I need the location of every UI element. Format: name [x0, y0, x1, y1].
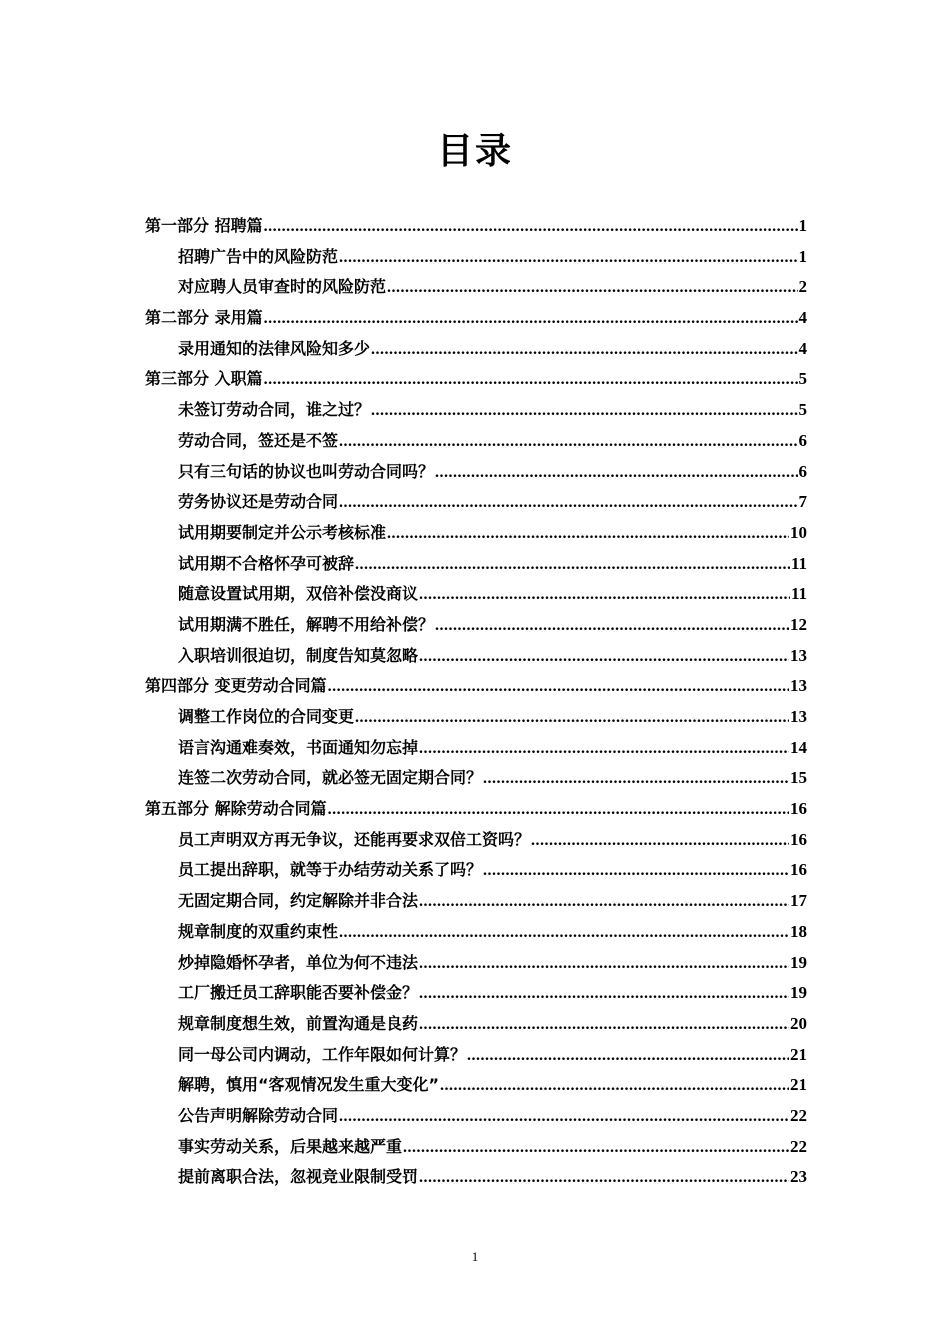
toc-subsection-entry[interactable] [145, 950, 807, 981]
toc-dot-leader [435, 617, 789, 635]
toc-entry-label: 解聘，慎用“客观情况发生重大变化” [178, 1075, 440, 1095]
toc-subsection-entry[interactable] [145, 581, 807, 612]
toc-subsection-entry[interactable] [145, 643, 807, 674]
toc-entry-page: 5 [798, 369, 807, 389]
toc-entry-page: 4 [798, 338, 807, 358]
toc-dot-leader [419, 740, 789, 758]
toc-entry-label: 语言沟通难奏效，书面通知勿忘掉 [178, 737, 419, 757]
toc-subsection-entry[interactable] [145, 1164, 807, 1195]
toc-subsection-entry[interactable] [145, 397, 807, 428]
page-number: 1 [471, 1249, 479, 1264]
toc-entry-page: 19 [790, 952, 807, 972]
toc-entry-page: 15 [790, 768, 807, 788]
toc-subsection-entry[interactable] [145, 919, 807, 950]
toc-subsection-entry[interactable] [145, 857, 807, 888]
toc-entry-label: 提前离职合法，忽视竞业限制受罚 [178, 1167, 419, 1187]
toc-entry-page: 1 [798, 216, 807, 235]
toc-dot-leader [355, 709, 789, 727]
toc-entry-label: 无固定期合同，约定解除并非合法 [178, 891, 419, 911]
toc-entry-label: 调整工作岗位的合同变更 [178, 707, 355, 726]
toc-dot-leader [435, 464, 797, 482]
toc-entry-label: 第五部分 解除劳动合同篇 [145, 799, 327, 819]
toc-dot-leader [328, 678, 789, 696]
toc-dot-leader [339, 1108, 789, 1126]
toc-section-entry[interactable] [145, 305, 807, 336]
toc-entry-label: 员工提出辞职，就等于办结劳动关系了吗？ [178, 860, 483, 880]
toc-entry-page: 16 [790, 799, 807, 819]
toc-section-entry[interactable] [145, 366, 807, 397]
toc-dot-leader [419, 985, 789, 1003]
toc-entry-label: 录用通知的法律风险知多少 [178, 338, 371, 358]
toc-entry-label: 试用期要制定并公示考核标准 [178, 522, 387, 542]
toc-entry-page: 4 [798, 308, 807, 328]
toc-entry-label: 试用期不合格怀孕可被辞 [178, 553, 355, 573]
toc-entry-label: 规章制度的双重约束性 [178, 921, 339, 941]
toc-dot-leader [371, 341, 797, 359]
toc-subsection-entry[interactable] [145, 1103, 807, 1134]
toc-entry-page: 20 [790, 1013, 807, 1033]
toc-dot-leader [419, 648, 789, 666]
toc-subsection-entry[interactable] [145, 1011, 807, 1042]
toc-entry-label: 随意设置试用期，双倍补偿没商议 [178, 584, 419, 604]
toc-entry-page: 5 [798, 400, 807, 420]
toc-dot-leader [419, 586, 790, 604]
toc-subsection-entry[interactable] [145, 551, 807, 582]
toc-entry-page: 16 [790, 829, 807, 849]
toc-dot-leader [419, 955, 789, 973]
toc-subsection-entry[interactable] [145, 336, 807, 367]
toc-subsection-entry[interactable] [145, 888, 807, 919]
toc-dot-leader [387, 279, 797, 297]
toc-entry-page: 23 [790, 1167, 807, 1187]
toc-dot-leader [355, 556, 790, 574]
toc-subsection-entry[interactable] [145, 459, 807, 490]
toc-entry-label: 炒掉隐婚怀孕者，单位为何不违法 [178, 952, 419, 972]
toc-entry-label: 第四部分 变更劳动合同篇 [145, 676, 327, 696]
toc-dot-leader [264, 218, 798, 236]
toc-entry-page: 13 [790, 707, 807, 726]
toc-section-entry[interactable] [145, 213, 807, 244]
toc-subsection-entry[interactable] [145, 428, 807, 459]
toc-subsection-entry[interactable] [145, 765, 807, 796]
toc-entry-page: 11 [790, 584, 807, 604]
toc-entry-label: 连签二次劳动合同，就必签无固定期合同？ [178, 768, 483, 788]
toc-entry-page: 11 [790, 553, 807, 573]
toc-subsection-entry[interactable] [145, 520, 807, 551]
toc-entry-label: 员工声明双方再无争议，还能再要求双倍工资吗？ [178, 829, 531, 849]
toc-section-entry[interactable] [145, 673, 807, 704]
toc-subsection-entry[interactable] [145, 827, 807, 858]
toc-dot-leader [264, 310, 798, 328]
toc-entry-page: 14 [790, 737, 807, 757]
toc-entry-page: 18 [790, 921, 807, 941]
toc-dot-leader [531, 832, 789, 850]
toc-dot-leader [483, 770, 789, 788]
toc-entry-page: 21 [790, 1075, 807, 1095]
toc-dot-leader [339, 433, 797, 451]
toc-dot-leader [403, 1139, 789, 1157]
toc-dot-leader [440, 1077, 789, 1095]
toc-entry-label: 规章制度想生效，前置沟通是良药 [178, 1013, 419, 1033]
toc-entry-label: 劳务协议还是劳动合同 [178, 492, 339, 512]
toc-entry-label: 第一部分 招聘篇 [145, 216, 263, 235]
toc-entry-page: 12 [790, 614, 807, 634]
toc-subsection-entry[interactable] [145, 980, 807, 1011]
toc-entry-label: 事实劳动关系，后果越来越严重 [178, 1136, 403, 1156]
toc-entry-label: 招聘广告中的风险防范 [178, 246, 339, 266]
toc-subsection-entry[interactable] [145, 1072, 807, 1103]
toc-entry-label: 同一母公司内调动，工作年限如何计算？ [178, 1044, 467, 1064]
toc-entry-page: 13 [790, 676, 807, 696]
toc-entry-label: 第三部分 入职篇 [145, 369, 263, 389]
toc-entry-label: 试用期满不胜任，解聘不用给补偿？ [178, 614, 435, 634]
toc-entry-label: 公告声明解除劳动合同 [178, 1105, 339, 1125]
toc-dot-leader [264, 371, 798, 389]
toc-section-entry[interactable] [145, 796, 807, 827]
toc-entry-page: 7 [798, 492, 807, 512]
toc-dot-leader [339, 249, 797, 267]
toc-entry-page: 21 [790, 1044, 807, 1064]
toc-dot-leader [339, 494, 797, 512]
toc-entry-page: 2 [798, 277, 807, 297]
toc-entry-page: 17 [790, 891, 807, 911]
toc-subsection-entry[interactable] [145, 612, 807, 643]
toc-subsection-entry[interactable] [145, 244, 807, 275]
toc-entry-label: 劳动合同，签还是不签 [178, 430, 339, 450]
page-title: 目录 [436, 131, 513, 172]
toc-entry-page: 6 [798, 461, 807, 481]
toc-entry-label: 第二部分 录用篇 [145, 308, 263, 328]
toc-entry-label: 对应聘人员审查时的风险防范 [178, 277, 387, 297]
toc-subsection-entry[interactable] [145, 489, 807, 520]
toc-dot-leader [371, 402, 797, 420]
toc-entry-page: 10 [790, 522, 807, 542]
toc-entry-label: 工厂搬迁员工辞职能否要补偿金？ [178, 983, 419, 1003]
toc-entry-label: 入职培训很迫切，制度告知莫忽略 [178, 645, 419, 665]
toc-entry-page: 22 [790, 1136, 807, 1156]
toc-subsection-entry[interactable] [145, 735, 807, 766]
toc-dot-leader [419, 893, 789, 911]
toc-entry-page: 16 [790, 860, 807, 880]
toc-entry-page: 6 [798, 430, 807, 450]
toc-dot-leader [419, 1169, 789, 1187]
table-of-contents [145, 213, 807, 1195]
toc-entry-label: 只有三句话的协议也叫劳动合同吗？ [178, 461, 435, 481]
toc-subsection-entry[interactable] [145, 274, 807, 305]
toc-entry-page: 13 [790, 645, 807, 665]
toc-entry-label: 未签订劳动合同，谁之过？ [178, 400, 371, 420]
toc-subsection-entry[interactable] [145, 704, 807, 735]
toc-subsection-entry[interactable] [145, 1042, 807, 1073]
toc-dot-leader [328, 801, 789, 819]
toc-dot-leader [467, 1047, 789, 1065]
toc-dot-leader [483, 862, 789, 880]
toc-entry-page: 19 [790, 983, 807, 1003]
toc-subsection-entry[interactable] [145, 1134, 807, 1165]
toc-entry-page: 1 [798, 246, 807, 266]
toc-dot-leader [387, 525, 789, 543]
toc-dot-leader [419, 1016, 789, 1034]
toc-entry-page: 22 [790, 1105, 807, 1125]
toc-dot-leader [339, 924, 789, 942]
